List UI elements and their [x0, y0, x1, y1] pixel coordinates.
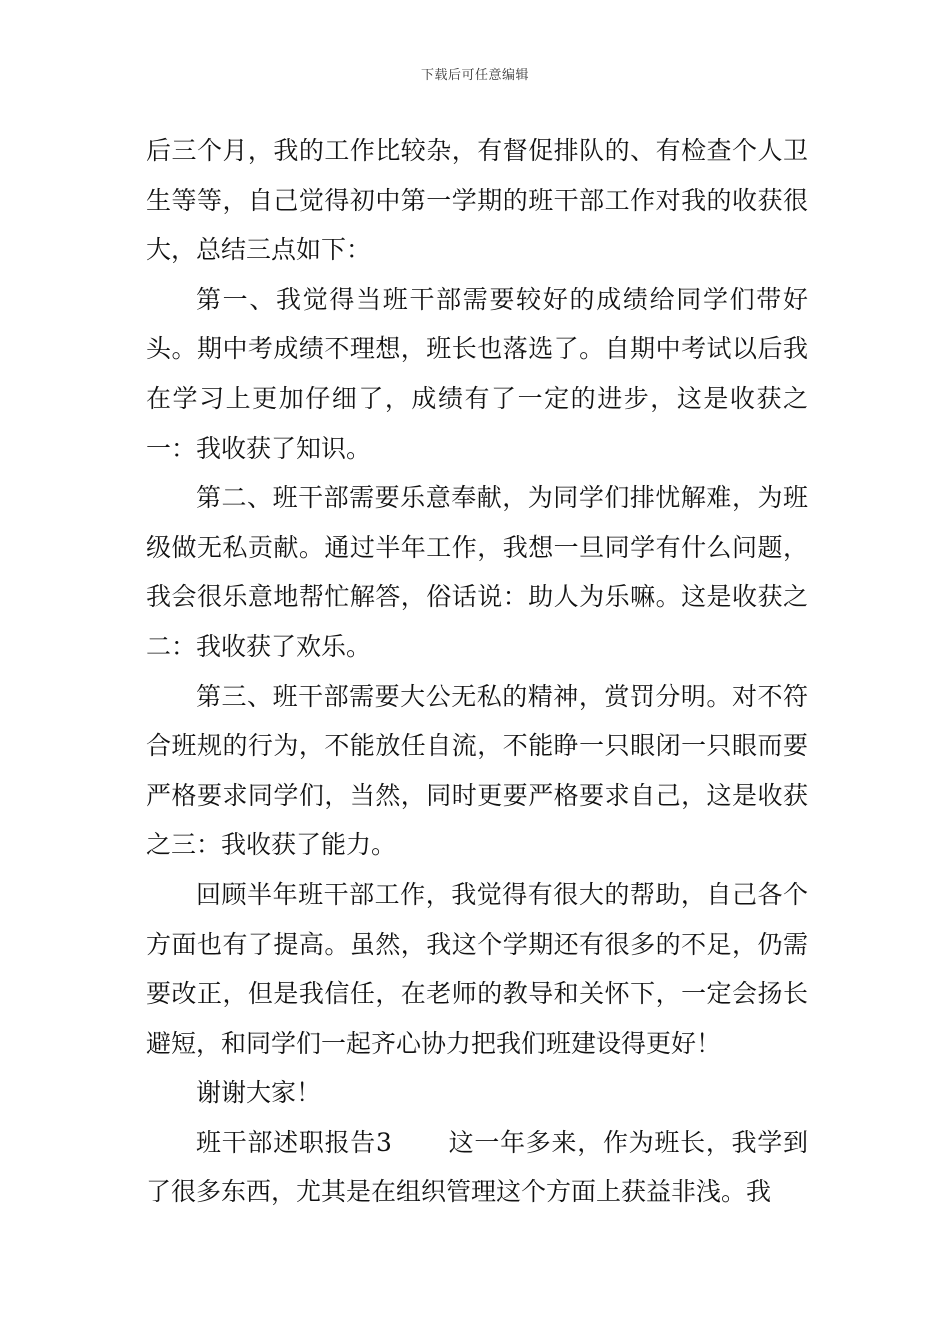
paragraph-1: 后三个月，我的工作比较杂，有督促排队的、有检查个人卫生等等，自己觉得初中第一学期的班干部工作对我的收获很大，总结三点如下： [146, 136, 808, 265]
section-title: 班干部述职报告3 [196, 1127, 392, 1157]
paragraph-6: 谢谢大家！ [196, 1078, 322, 1108]
section-body: 这一年多来，作为班长，我学到了很多东西，尤其是在组织管理这个方面上获益非浅。我 [146, 1127, 808, 1207]
document-body [146, 126, 808, 1217]
paragraph-3: 第二、班干部需要乐意奉献，为同学们排忧解难，为班级做无私贡献。通过半年工作，我想一旦同学有什么问题，我会很乐意地帮忙解答，俗话说：助人为乐嘛。这是收获之二：我收获了欢乐。 [146, 483, 808, 661]
page-header: 下载后可任意编辑 [420, 68, 529, 83]
paragraph-7 [146, 1118, 808, 1217]
paragraph-2: 第一、我觉得当班干部需要较好的成绩给同学们带好头。期中考成绩不理想，班长也落选了。自期中考试以后我在学习上更加仔细了，成绩有了一定的进步，这是收获之一：我收获了知识。 [146, 284, 808, 463]
paragraph-5: 回顾半年班干部工作，我觉得有很大的帮助，自己各个方面也有了提高。虽然，我这个学期还有很多的不足，仍需要改正，但是我信任，在老师的教导和关怀下，一定会扬长避短，和同学们一起齐心协力把我们班建设得更好！ [146, 879, 808, 1058]
paragraph-4: 第三、班干部需要大公无私的精神，赏罚分明。对不符合班规的行为，不能放任自流，不能睁一只眼闭一只眼而要严格要求同学们，当然，同时更要严格要求自己，这是收获之三：我收获了能力。 [146, 681, 808, 860]
